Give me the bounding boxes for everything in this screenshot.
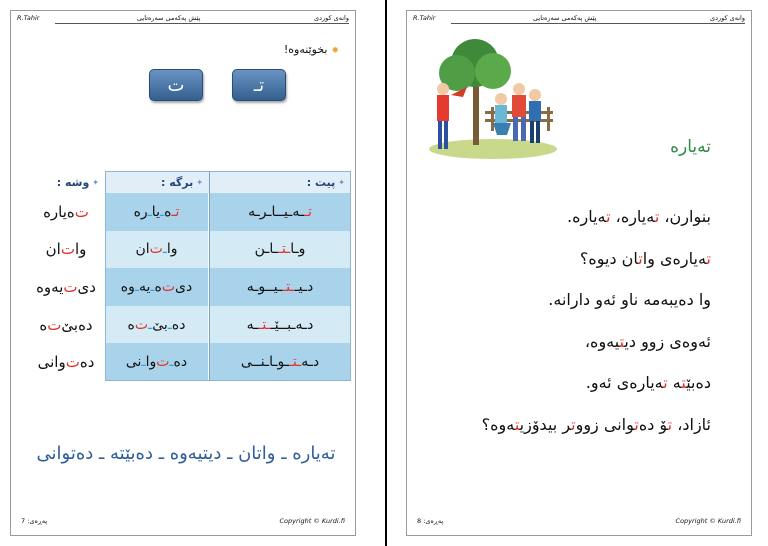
page-number: پەڕەی: 8 [417, 517, 444, 525]
letter-cell-text: ـبـ [283, 316, 296, 333]
syllable-cell-text: دە [171, 316, 186, 333]
word-cell-text: ە [39, 315, 48, 334]
instruction [284, 43, 339, 56]
syllable-cell-text: ت [134, 316, 149, 333]
reading-line-text: ەیارەی ئەو. [585, 373, 664, 392]
reading-line-text: ت [514, 414, 520, 434]
reading-line-text: ت [606, 207, 611, 226]
letter-cell-text: د [312, 354, 320, 371]
word-cell-text: ان [45, 240, 61, 259]
reading-line-text: ەیارە. [567, 207, 607, 226]
reading-line-text: بنوارن، [659, 207, 711, 226]
reading-line-text: ئەوەی زوو دی [624, 331, 711, 351]
syllable-cell-text: رە [133, 203, 148, 220]
reading-line-text: ت [634, 414, 639, 434]
syllable-cell-text: ە [127, 316, 135, 333]
table-column-divider [209, 171, 210, 381]
letter-cell-text: ـنـ [256, 354, 270, 371]
reading-line-text: ت [706, 248, 711, 268]
page-footer [21, 517, 345, 527]
syllable-cell-text: ان [135, 241, 150, 258]
lesson-heading [670, 137, 711, 157]
letter-cell-text: ـتـ [282, 278, 295, 295]
letter-button-isolated[interactable]: ت [149, 69, 203, 101]
letter-cell-text: ـتـ [258, 316, 271, 333]
header-language: وانەی کوردی [710, 14, 745, 22]
bullet-icon: ✸ [331, 46, 339, 56]
letter-cell-text: ـا [269, 241, 278, 258]
syllable-cell-text: ـ [169, 354, 174, 371]
children-plane-illustration [423, 37, 557, 161]
reading-line-text: ر بیدۆزی [519, 414, 572, 434]
reading-line-text: یەوە، [584, 331, 620, 351]
letter-cell-text: ـیـ [269, 278, 283, 295]
syllable-cell-text: وە [120, 278, 135, 295]
letter-cell-text: ـر [259, 203, 272, 220]
reading-line-text: ت [681, 373, 687, 392]
word-cell-text: دە [79, 353, 95, 372]
word-cell-text: ت [63, 277, 78, 296]
letter-cell-text: ـە [246, 316, 259, 333]
word-cell-text: ت [74, 202, 89, 221]
letter-cell-text: د [307, 278, 314, 295]
star-icon: ✦ [92, 177, 99, 187]
table-header-word: ✦ وشە : [27, 171, 105, 193]
letter-cell-text: ـە [301, 354, 313, 371]
syllable-cell-text: ـ [159, 203, 165, 220]
reading-line-text: ەیارەی وا [642, 248, 707, 268]
word-cell [27, 193, 105, 231]
reading-line-text: ت [663, 373, 668, 392]
reading-line-text: ت [667, 414, 673, 434]
letter-cell [209, 343, 351, 381]
letter-cell [209, 231, 351, 269]
word-cell [27, 268, 105, 306]
reading-line [567, 207, 711, 226]
syllable-cell [105, 193, 209, 231]
page-footer [417, 517, 741, 527]
syllable-cell [105, 343, 209, 381]
letter-cell-text: ـو [277, 354, 289, 371]
reading-line [548, 290, 711, 309]
letter-cell [209, 268, 351, 306]
page-number: پەڕەی: 7 [21, 517, 48, 525]
syllable-cell-text: ـ [150, 278, 155, 295]
word-cell [27, 231, 105, 269]
letter-cell-text: و [298, 241, 306, 258]
syllable-cell-text: ـ [147, 203, 152, 220]
letter-cell-text: ـیـ [294, 278, 308, 295]
syllable-cell-text: ـ [167, 316, 172, 333]
letter-cell-text: ـە [246, 278, 259, 295]
reading-line-text: وانی زوو [575, 414, 635, 434]
letter-button-initial[interactable]: تـ [232, 69, 286, 101]
word-cell [27, 306, 105, 344]
letter-cell-text: ـیـ [279, 203, 293, 220]
reading-line-text: ت [619, 331, 625, 351]
author-label: R.Tahir [413, 14, 436, 22]
syllable-cell-text: یە [138, 278, 151, 295]
word-cell-text: وانی [37, 353, 66, 372]
word-cell-text: وا [74, 240, 87, 259]
header-rule [55, 23, 349, 24]
reading-line-text: ە [667, 373, 682, 392]
page-divider [385, 0, 387, 546]
header-language: وانەی کوردی [314, 14, 349, 22]
letter-cell-text: ـتـ [288, 354, 302, 371]
letter-cell-text: ـتـ [277, 241, 291, 258]
syllable-cell-text: یا [151, 203, 160, 220]
right-page [406, 10, 752, 536]
syllable-cell-text: ـ [134, 278, 139, 295]
syllable-cell-text: ت [161, 278, 176, 295]
header-title: پێش پەکەمی سەرەتایی [533, 14, 597, 22]
reading-line-text: ۆ دە [638, 414, 668, 434]
letter-cell-text: ـو [258, 278, 270, 295]
reading-line-text: ئازاد، [672, 414, 711, 434]
star-icon: ✦ [338, 177, 345, 187]
syllable-cell-text: تـ [171, 203, 180, 220]
header-title: پێش پەکەمی سەرەتایی [137, 14, 201, 22]
letter-cell-text: ـێـ [270, 316, 284, 333]
letter-cell-text: ـا [269, 354, 278, 371]
copyright: Copyright © Kurdi.fi [279, 517, 345, 525]
syllable-cell-text: ە [164, 203, 172, 220]
table-header-letter: ✦ پیت : [209, 171, 351, 193]
word-cell-text: دی [77, 277, 96, 296]
letter-cell-text: د [307, 316, 314, 333]
page-header [413, 14, 745, 26]
word-cell-text: ت [47, 315, 62, 334]
reading-line-text: وا دەیبەمە ناو ئەو دارانە. [548, 290, 711, 309]
syllable-cell [105, 268, 209, 306]
syllable-cell-text: بێ [152, 316, 168, 333]
reading-line [580, 249, 711, 268]
left-page [10, 10, 356, 536]
word-cell-text: دەبێ [61, 315, 93, 334]
instruction-text: بخوێنەوە! [283, 43, 328, 56]
heading-text: تەیارە [670, 137, 711, 157]
syllable-cell [105, 306, 209, 344]
word-cell-text: ت [65, 353, 80, 372]
letter-cell-text: ـە [248, 203, 260, 220]
syllable-cell-text: ـ [141, 354, 146, 371]
word-line: تەیارە ـ واتان ـ دیتیەوە ـ دەبێتە ـ دەتوانی [36, 443, 336, 464]
letter-cell-text: ـی [240, 354, 257, 371]
word-cell-text: ت [60, 240, 75, 259]
copyright: Copyright © Kurdi.fi [675, 517, 741, 525]
reading-line-text: ت [571, 414, 576, 434]
page-header [17, 14, 349, 26]
reading-line [585, 332, 711, 351]
reading-line-text: ەیارە، [610, 207, 655, 226]
word-cell [27, 343, 105, 381]
word-cell-text: ەیارە [43, 202, 75, 221]
syllable-cell-text: ە [154, 278, 162, 295]
reading-line [586, 373, 711, 392]
syllable-cell-text: ـ [148, 316, 153, 333]
letter-cell-text: ـە [292, 203, 304, 220]
letter-cell [209, 306, 351, 344]
letter-cell [209, 193, 351, 231]
reading-line [482, 415, 711, 434]
syllable-cell-text: دە [173, 354, 188, 371]
syllable-cell-text: نی [125, 354, 142, 371]
header-rule [451, 23, 745, 24]
reading-line-text: ان دیوە؟ [579, 248, 639, 268]
syllable-cell [105, 231, 209, 269]
author-label: R.Tahir [17, 14, 40, 22]
reading-line-text: ەوە؟ [481, 414, 515, 434]
letter-cell-text: ـە [295, 316, 308, 333]
star-icon: ✦ [196, 177, 203, 187]
syllable-cell-text: ت [149, 241, 163, 258]
syllable-cell-text: ـ [162, 241, 167, 258]
letter-cell-text: ـن [254, 241, 270, 258]
letter-cell-text: ـا [271, 203, 280, 220]
reading-line-text: ت [654, 207, 660, 226]
syllable-cell-text: وا [166, 241, 178, 258]
word-cell-text: یەوە [36, 277, 64, 296]
syllable-cell-text: ت [156, 354, 170, 371]
letter-cell-text: تـ [303, 203, 312, 220]
reading-line-text: دەبێ [686, 373, 711, 392]
syllable-cell-text: دی [175, 278, 193, 295]
letter-cell-text: ـا [290, 241, 299, 258]
table-header-syllable: ✦ برگە : [105, 171, 209, 193]
reading-line-text: ت [638, 248, 643, 268]
syllable-cell-text: وا [145, 354, 157, 371]
